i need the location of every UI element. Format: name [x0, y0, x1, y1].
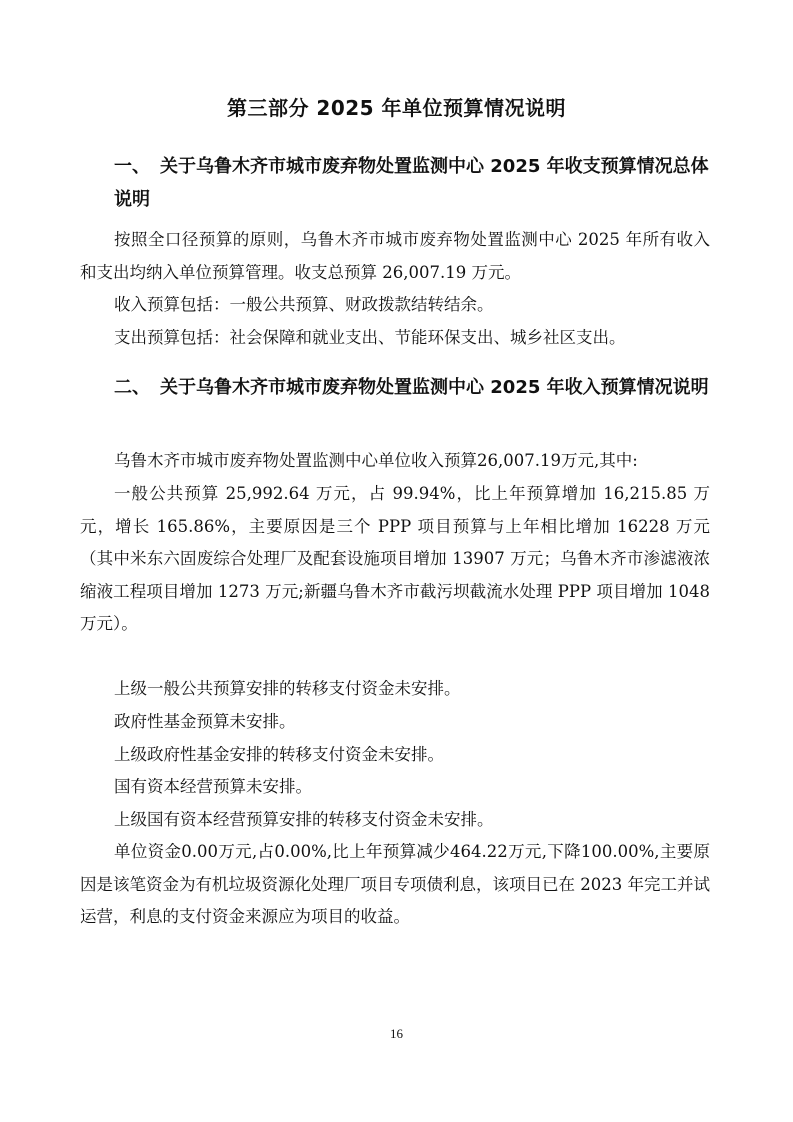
page-title: 第三部分 2025 年单位预算情况说明 — [226, 96, 567, 120]
section-2-paragraph-8: 单位资金0.00万元,占0.00%,比上年预算减少464.22万元,下降100.00%,主要原因是该笔资金为有机垃圾资源化处理厂项目专项债利息，该项目已在 2023 年完工并试运营，利息的支付资金来源应为项目的收益。 — [80, 842, 710, 926]
section-2-heading-text: 关于乌鲁木齐市城市废弃物处置监测中心 2025 年收入预算情况说明 — [160, 377, 709, 398]
section-2-paragraph-3: 上级一般公共预算安排的转移支付资金未安排。 — [114, 679, 461, 698]
section-1-paragraph-2: 收入预算包括：一般公共预算、财政拨款结转结余。 — [114, 295, 494, 314]
section-2-paragraph-5: 上级政府性基金安排的转移支付资金未安排。 — [114, 745, 444, 764]
page-number: 16 — [390, 1026, 403, 1041]
section-1-paragraph-1: 按照全口径预算的原则，乌鲁木齐市城市废弃物处置监测中心 2025 年所有收入和支出均纳入单位预算管理。收支总预算 26,007.19 万元。 — [80, 230, 710, 282]
section-1-heading-text: 关于乌鲁木齐市城市废弃物处置监测中心 2025 年收支预算情况总体说明 — [114, 156, 709, 210]
section-2-paragraph-4: 政府性基金预算未安排。 — [114, 712, 296, 731]
section-2-paragraph-1: 乌鲁木齐市城市废弃物处置监测中心单位收入预算26,007.19万元,其中: — [114, 451, 638, 470]
section-1-number: 一、 — [114, 156, 150, 177]
section-2-heading — [114, 371, 710, 404]
section-2-paragraph-2: 一般公共预算 25,992.64 万元，占 99.94%，比上年预算增加 16,215.85 万元，增长 165.86%，主要原因是三个 PPP 项目预算与上年相比增加 16228 万元（其中米东六固废综合处理厂及配套设施项目增加 13907 万元；乌鲁木齐市渗滤液浓缩液工程项目增加 1273 万元;新疆乌鲁木齐市截污坝截流水处理 PPP 项目增加 1048 万元）。 — [80, 484, 710, 633]
section-2-paragraph-6: 国有资本经营预算未安排。 — [114, 777, 312, 796]
section-2-paragraph-7: 上级国有资本经营预算安排的转移支付资金未安排。 — [114, 810, 494, 829]
section-1-paragraph-3: 支出预算包括：社会保障和就业支出、节能环保支出、城乡社区支出。 — [114, 328, 626, 347]
section-1-heading — [114, 150, 710, 216]
section-2-number: 二、 — [114, 377, 150, 398]
